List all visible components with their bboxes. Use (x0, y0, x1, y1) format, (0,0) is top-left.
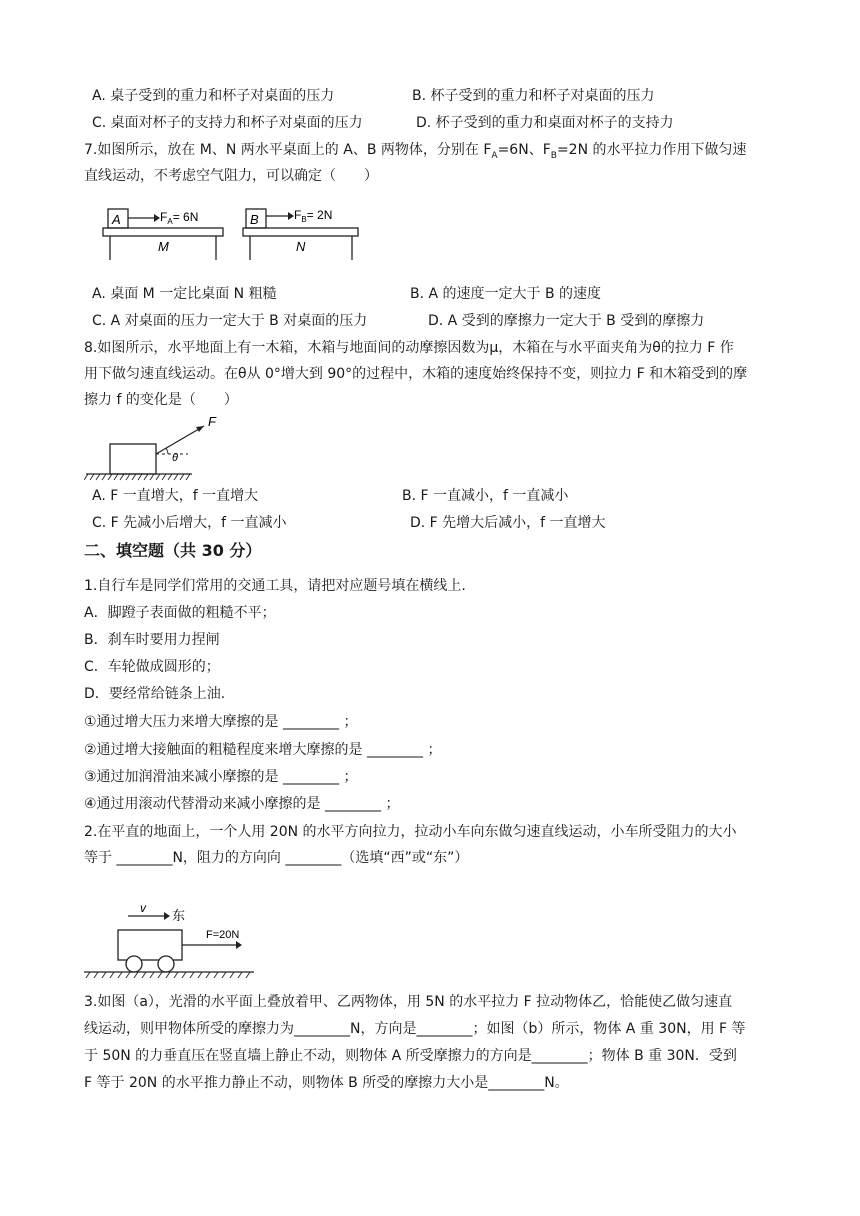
angle-arc (166, 448, 168, 454)
q7-stem-part2: =6N、F (497, 142, 551, 158)
table-m-label: M (158, 239, 169, 254)
force-label: F=20N (206, 929, 240, 941)
f1-item-a: A．脚蹬子表面做的粗糙不平； (84, 605, 276, 621)
pull-force-arrowhead (236, 941, 242, 949)
f2-figure (84, 898, 264, 982)
q7-subscript-a: A (491, 150, 498, 161)
table-n-top (243, 228, 358, 236)
q6-option-a: A. 桌子受到的重力和杯子对桌面的压力 (92, 88, 335, 104)
f1-item-b: B．刹车时要用力捏闸 (84, 632, 220, 648)
q8-stem-line2: 用下做匀速直线运动。在θ从 0°增大到 90°的过程中，木箱的速度始终保持不变，则拉力 F 和木箱受到的摩 (84, 366, 748, 382)
q7-option-b: B. A 的速度一定大于 B 的速度 (410, 286, 602, 302)
f1-blank-1: ①通过增大压力来增大摩擦的是 ________ ； (84, 714, 358, 730)
cart-body (118, 930, 182, 960)
wooden-box (110, 444, 156, 474)
cart-wheel-left (126, 956, 142, 972)
force-a-label: $F_A= 6N$ (160, 210, 199, 226)
force-b-label: $F_B= 2N$ (294, 208, 333, 224)
q8-option-b: B. F 一直减小，f 一直减小 (402, 488, 569, 504)
ground-hatching (86, 972, 250, 978)
q8-stem-line1: 8.如图所示，水平地面上有一木箱，木箱与地面间的动摩擦因数为μ，木箱在与水平面夹角为θ的拉力 F 作 (84, 340, 734, 356)
f1-item-d: D．要经常给链条上油. (84, 686, 226, 702)
f3-line2: 线运动，则甲物体所受的摩擦力为________N，方向是________；如图（b）所示，物体 A 重 30N，用 F 等 (84, 1021, 746, 1037)
q7-stem-part3: =2N 的水平拉力作用下做匀速 (556, 142, 747, 158)
q7-option-c: C. A 对桌面的压力一定大于 B 对桌面的压力 (92, 313, 368, 329)
pull-force-arrowhead (196, 426, 204, 432)
q8-figure (84, 414, 234, 490)
f3-line1: 3.如图（a），光滑的水平面上叠放着甲、乙两物体，用 5N 的水平拉力 F 拉动物体乙，恰能使乙做匀速直 (84, 994, 733, 1010)
cart-wheel-right (158, 956, 174, 972)
ground-hatching (84, 474, 190, 480)
force-f-label: F (208, 414, 216, 429)
east-label: 东 (172, 908, 186, 923)
f2-stem-line1: 2.在平直的地面上，一个人用 20N 的水平方向拉力，拉动小车向东做匀速直线运动，小车所受阻力的大小 (84, 824, 737, 840)
velocity-label: v (140, 901, 146, 915)
f1-stem: 1.自行车是同学们常用的交通工具，请把对应题号填在横线上. (84, 578, 466, 594)
f3-line3: 于 50N 的力垂直压在竖直墙上静止不动，则物体 A 所受摩擦力的方向是________；物体 B 重 30N．受到 (84, 1048, 737, 1064)
q7-option-d: D. A 受到的摩擦力一定大于 B 受到的摩擦力 (428, 313, 705, 329)
q8-option-c: C. F 先减小后增大，f 一直减小 (92, 515, 287, 531)
f3-line4: F 等于 20N 的水平推力静止不动，则物体 B 所受的摩擦力大小是________N。 (84, 1075, 569, 1091)
f1-blank-3: ③通过加润滑油来减小摩擦的是 ________ ； (84, 769, 358, 785)
f1-blank-2: ②通过增大接触面的粗糙程度来增大摩擦的是 ________ ； (84, 742, 442, 758)
pull-force-arrow (156, 426, 204, 454)
f1-item-c: C．车轮做成圆形的； (84, 659, 220, 675)
section-heading: 二、填空题（共 30 分） (84, 541, 262, 560)
q7-stem-line1 (84, 140, 747, 166)
q7-figure (100, 200, 370, 274)
block-b-label: B (250, 212, 259, 227)
q7-stem-part1: 7.如图所示，放在 M、N 两水平桌面上的 A、B 两物体，分别在 F (84, 142, 492, 158)
q7-subscript-b: B (550, 150, 557, 161)
q7-option-a: A. 桌面 M 一定比桌面 N 粗糙 (92, 286, 277, 302)
block-a-label: A (112, 212, 121, 227)
q6-option-b: B. 杯子受到的重力和杯子对桌面的压力 (412, 88, 655, 104)
table-n-label: N (296, 239, 306, 254)
q8-option-a: A. F 一直增大，f 一直增大 (92, 488, 259, 504)
velocity-arrowhead (164, 912, 170, 920)
q6-option-d: D. 杯子受到的重力和桌面对杯子的支持力 (416, 115, 674, 131)
f1-blank-4: ④通过用滚动代替滑动来减小摩擦的是 ________ ； (84, 796, 400, 812)
f2-stem-line2: 等于 ________N，阻力的方向向 ________（选填“西”或“东”） (84, 850, 469, 866)
q7-stem-line2: 直线运动，不考虑空气阻力，可以确定（ ） (84, 168, 378, 184)
angle-theta-label: θ (172, 452, 178, 464)
q8-option-d: D. F 先增大后减小，f 一直增大 (410, 515, 606, 531)
q6-option-c: C. 桌面对杯子的支持力和杯子对桌面的压力 (92, 115, 363, 131)
q8-stem-line3: 擦力 f 的变化是（ ） (84, 392, 238, 408)
table-m-top (103, 228, 223, 236)
